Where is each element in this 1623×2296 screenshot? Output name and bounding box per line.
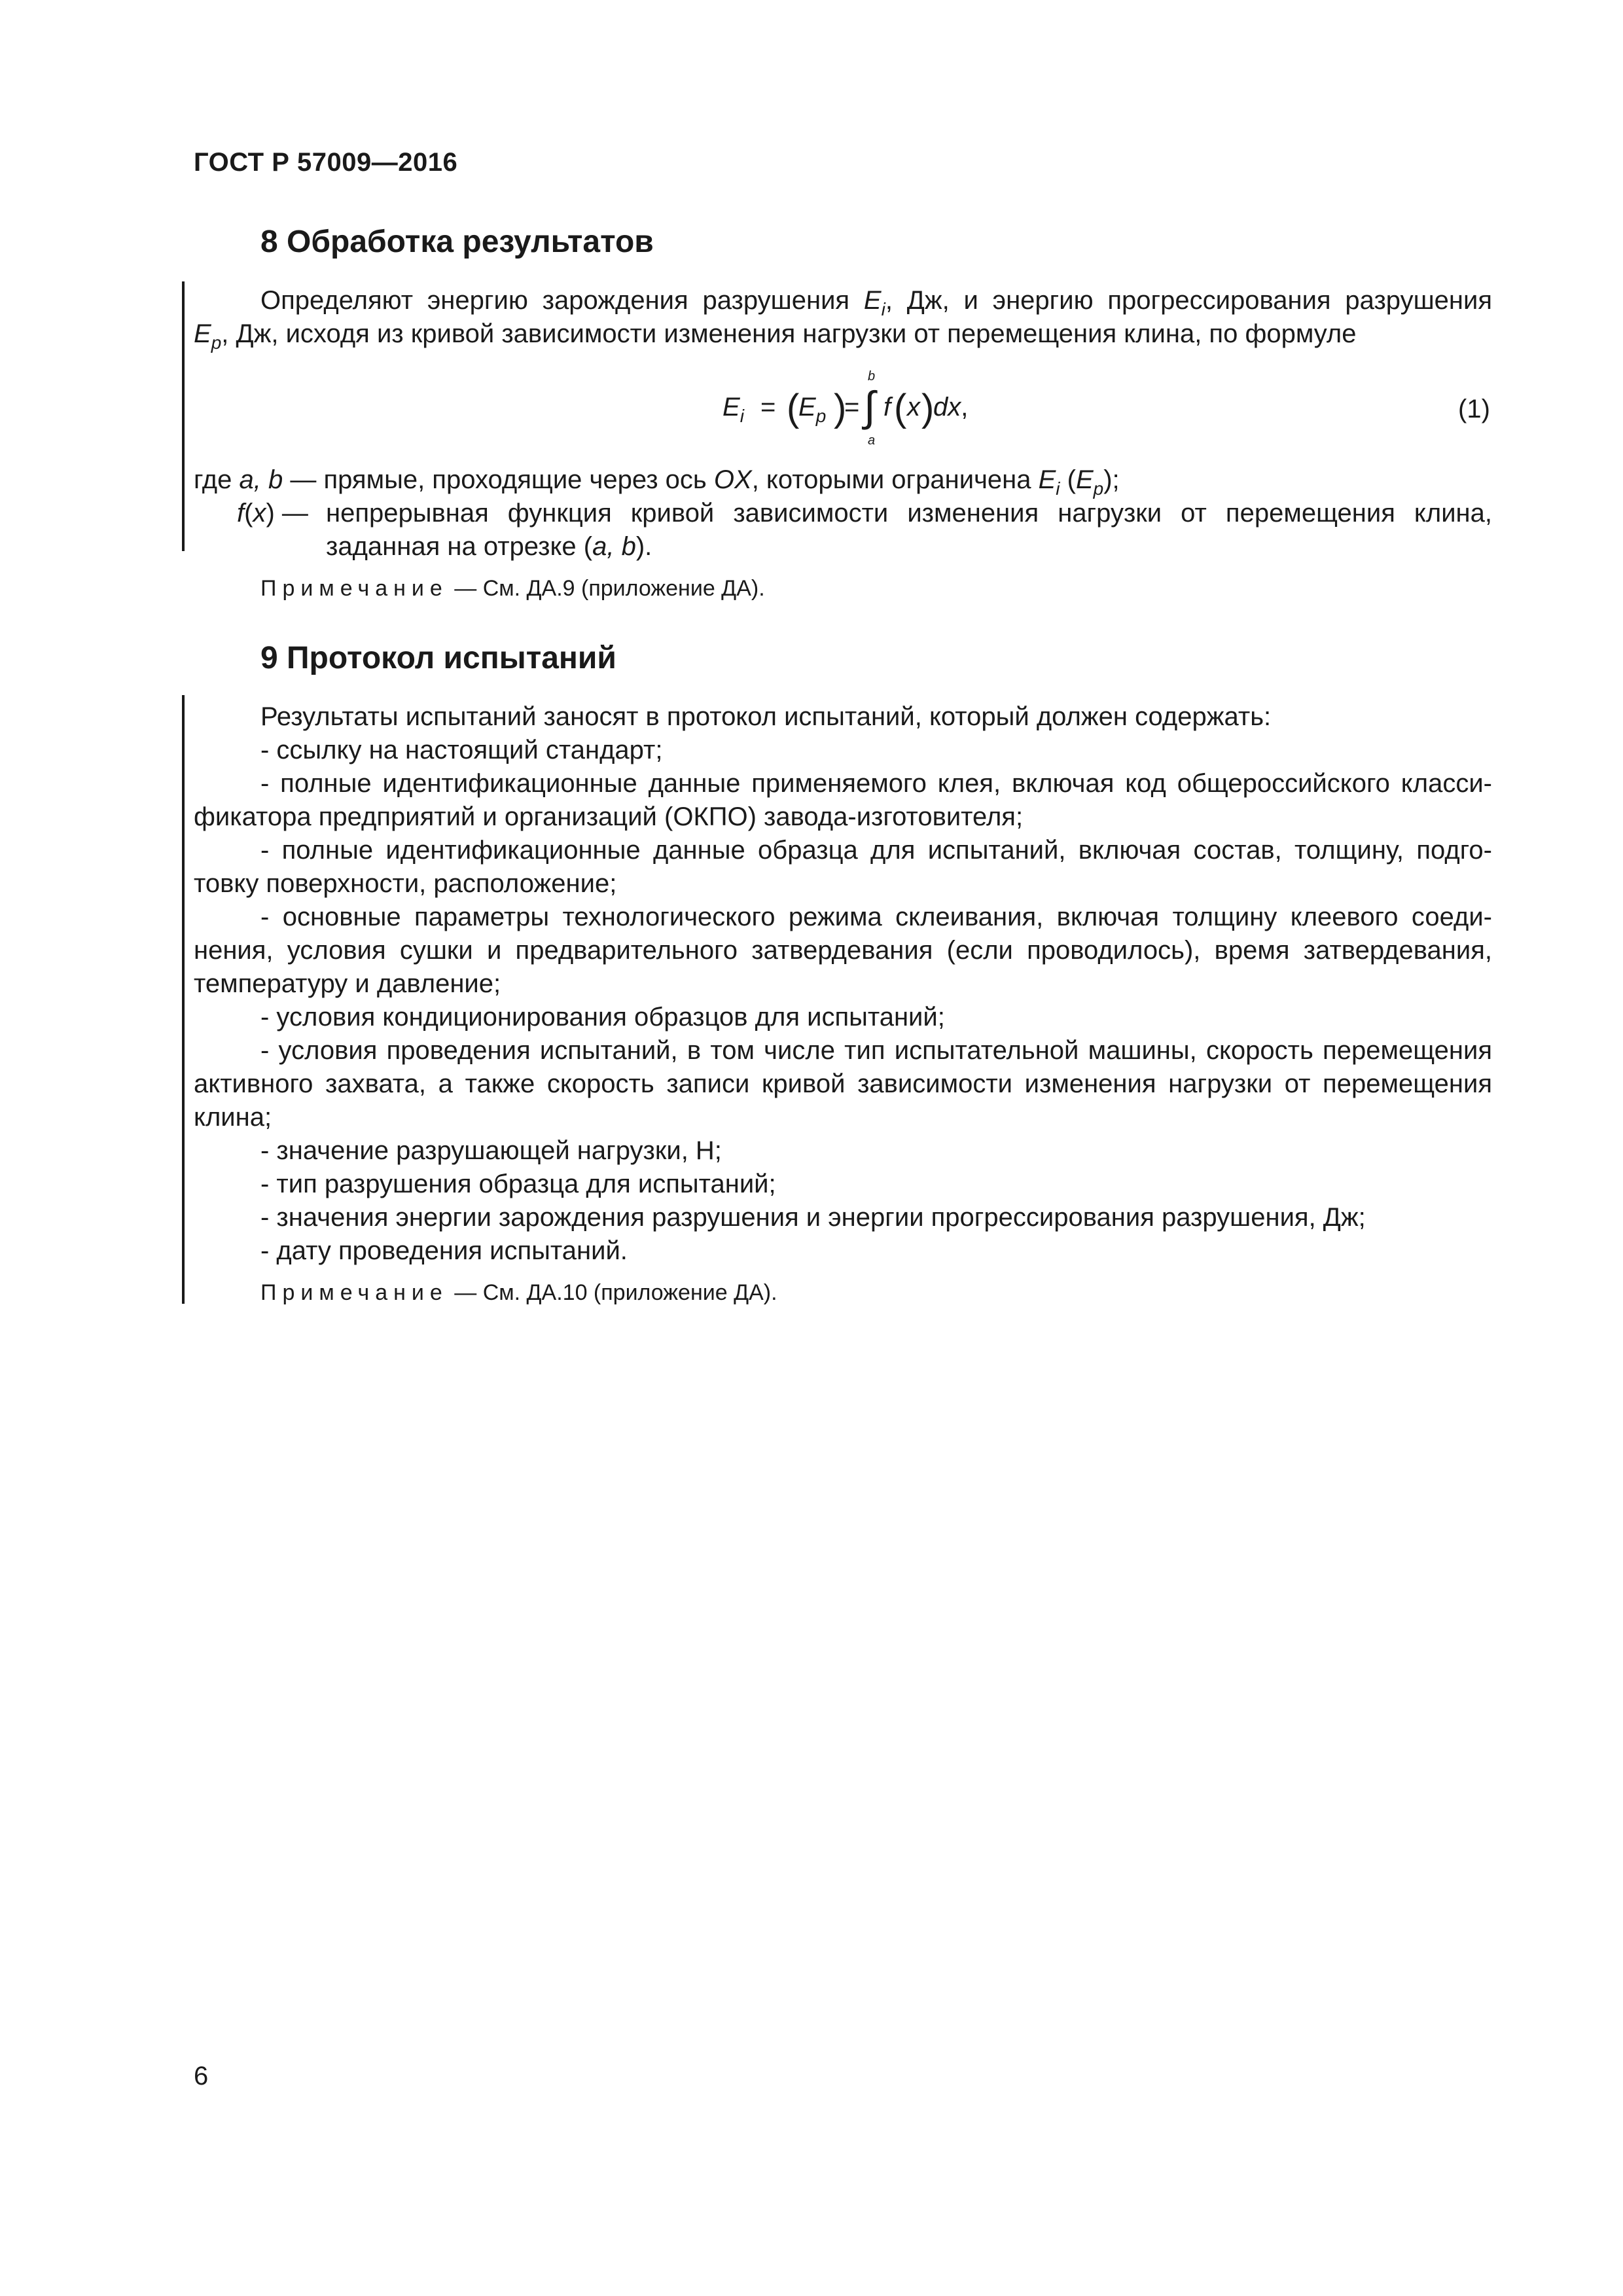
protocol-item-line: - условия кондиционирования образцов для испытаний; <box>260 1003 945 1031</box>
where-ab-line: где a, b — прямые, проходящие через ось OX, которыми ограничена $E_i$ $(E_p)$; <box>194 465 1120 499</box>
change-bar-section8 <box>182 281 185 551</box>
section-8-paragraph-line2: $E_p$, Дж, исходя из кривой зависимости изменения нагрузки от перемещения клина, по формуле <box>194 319 1357 353</box>
protocol-item-line: - полные идентификационные данные применяемого клея, включая код общероссийского класси- <box>260 769 1492 798</box>
protocol-item-line: - условия проведения испытаний, в том числе тип испытательной машины, скорость перемещения <box>260 1036 1492 1065</box>
formula-number: (1) <box>1458 395 1490 423</box>
section-9-heading: 9 Протокол испытаний <box>260 641 616 675</box>
note-section-9: Примечание — См. ДА.10 (приложение ДА). <box>260 1280 777 1305</box>
integral-sign: ∫ <box>864 383 876 430</box>
protocol-item-line: - ссылку на настоящий стандарт; <box>260 736 663 764</box>
protocol-item-line: - значение разрушающей нагрузки, Н; <box>260 1136 722 1165</box>
protocol-item-line: активного захвата, а также скорость записи кривой зависимости изменения нагрузки от перемещения <box>194 1069 1492 1098</box>
protocol-item-line: - значения энергии зарождения разрушения и энергии прогрессирования разрушения, Дж; <box>260 1203 1366 1232</box>
section-9-intro: Результаты испытаний заносят в протокол испытаний, который должен содержать: <box>260 702 1272 731</box>
document-code: ГОСТ Р 57009—2016 <box>194 148 458 177</box>
protocol-item-line: товку поверхности, расположение; <box>194 869 617 898</box>
protocol-item-line: - полные идентификационные данные образца для испытаний, включая состав, толщину, подго- <box>260 836 1492 865</box>
protocol-item-line: нения, условия сушки и предварительного затвердевания (если проводилось), время затвердевания, <box>194 936 1492 965</box>
change-bar-section9 <box>182 695 185 1304</box>
section-8-paragraph-line1: Определяют энергию зарождения разрушения $E_i$, Дж, и энергию прогрессирования разрушения <box>260 286 1493 319</box>
where-fx-definition-line1: непрерывная функция кривой зависимости изменения нагрузки от перемещения клина, <box>326 499 1492 528</box>
page-number: 6 <box>194 2062 209 2090</box>
section-8-heading: 8 Обработка результатов <box>260 224 654 259</box>
where-fx-term: f(x) — <box>237 499 308 528</box>
note-section-8: Примечание — См. ДА.9 (приложение ДА). <box>260 576 765 601</box>
formula-1: $E_i$ = ( $E_p$ ) = b ∫ a f ( x ) dx, <box>722 369 969 448</box>
protocol-item-line: - тип разрушения образца для испытаний; <box>260 1170 776 1198</box>
where-fx-definition-line2: заданная на отрезке (a, b). <box>326 532 652 561</box>
protocol-item-line: - основные параметры технологического режима склеивания, включая толщину клеевого соеди- <box>260 903 1492 931</box>
protocol-item-line: клина; <box>194 1103 272 1132</box>
protocol-item-line: температуру и давление; <box>194 969 501 998</box>
protocol-item-line: - дату проведения испытаний. <box>260 1236 628 1265</box>
protocol-item-line: фикатора предприятий и организаций (ОКПО) завода-изготовителя; <box>194 802 1024 831</box>
